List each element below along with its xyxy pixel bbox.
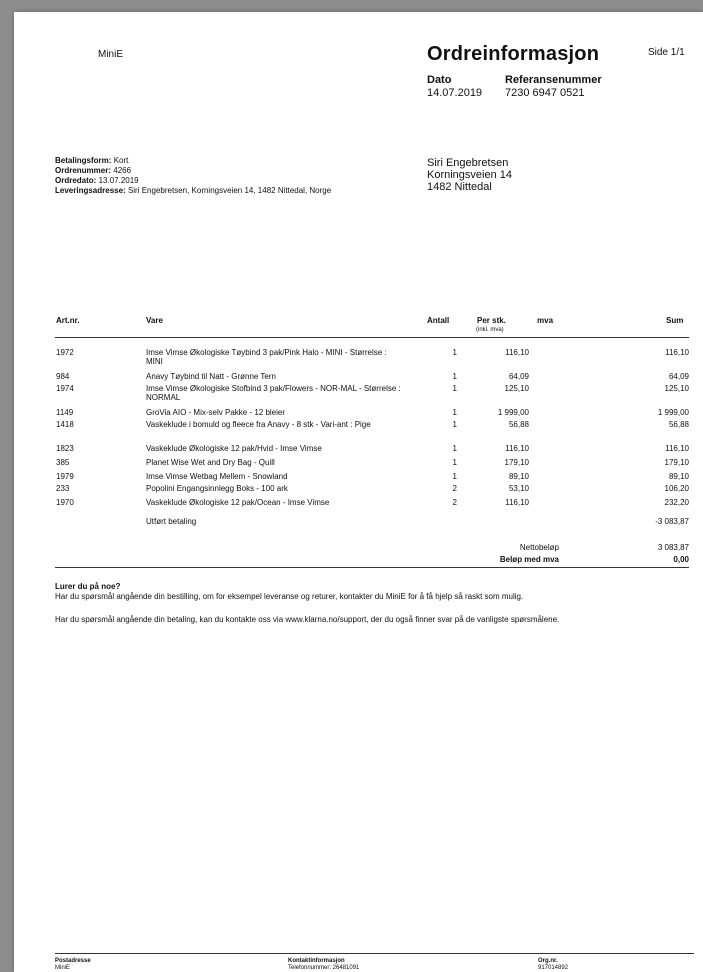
- cell-per: 64,09: [508, 372, 529, 381]
- order-date-value: 13.07.2019: [98, 176, 139, 185]
- cell-art: 1970: [56, 498, 74, 507]
- cell-sum: 1 999,00: [657, 408, 689, 417]
- cell-art: 1149: [56, 408, 74, 417]
- cell-vare: Vaskeklude Økologiske 12 pak/Ocean - Imse Vimse: [146, 498, 330, 507]
- cell-per: 1 999,00: [497, 408, 529, 417]
- cell-art: 385: [56, 458, 70, 467]
- order-number-label: Ordrenummer:: [55, 166, 112, 175]
- cell-sum: 106,20: [664, 484, 689, 493]
- cell-per: 56,88: [508, 420, 529, 429]
- order-info: [55, 156, 395, 196]
- cell-antall: 1: [452, 444, 457, 453]
- header-vare: Vare: [146, 316, 163, 325]
- total-label: Beløp med mva: [499, 555, 559, 564]
- cell-sum: 89,10: [668, 472, 689, 481]
- cell-vare: Planet Wise Wet and Dry Bag - Quill: [146, 458, 275, 467]
- cell-per: 116,10: [505, 348, 529, 357]
- header-art: Art.nr.: [56, 316, 80, 325]
- header-antall: Antall: [427, 316, 450, 325]
- cell-antall: 2: [452, 498, 457, 507]
- cell-vare: Vaskeklude Økologiske 12 pak/Hvid - Imse Vimse: [146, 444, 322, 453]
- footer-org-value: 917014892: [538, 965, 569, 971]
- cell-sum: 232,20: [664, 498, 689, 507]
- cell-antall: 1: [452, 384, 457, 393]
- cell-art: 984: [56, 372, 70, 381]
- cell-antall: 1: [452, 348, 457, 357]
- cell-vare: Imse Vimse Wetbag Mellem - Snowland: [146, 472, 288, 481]
- cell-antall: 1: [452, 472, 457, 481]
- cell-vare: Anavy Tøybind til Natt - Grønne Tern: [146, 372, 276, 381]
- notes-paragraph-1: Har du spørsmål angående din bestilling, om for eksempel leveranse og returer, kontakter du MiniE for å få hjelp så raskt som mulig.: [55, 592, 524, 601]
- date-label: Dato: [427, 74, 452, 86]
- cell-antall: 2: [452, 484, 457, 493]
- notes-paragraph-2: Har du spørsmål angående din betaling, kan du kontakte oss via www.klarna.no/support, der du også finner svar på de vanligste spørsmålene.: [55, 615, 560, 624]
- delivery-address-value: Siri Engebretsen, Korningsveien 14, 1482 Nittedal, Norge: [127, 186, 332, 195]
- footer-divider: [55, 953, 694, 954]
- header-per-sub: (inkl. mva): [476, 327, 504, 333]
- cell-per: 89,10: [508, 472, 529, 481]
- page-number: Side 1/1: [648, 47, 685, 58]
- notes-heading: Lurer du på noe?: [55, 582, 121, 591]
- cell-vare: Vaskeklude i bomuld og fleece fra Anavy - 8 stk - Vari-ant : Pige: [146, 420, 371, 429]
- cell-art: 1972: [56, 348, 74, 357]
- customer-street: Korningsveien 14: [427, 169, 513, 181]
- cell-per: 179,10: [504, 458, 529, 467]
- payment-row-label: Utført betaling: [146, 517, 197, 526]
- footer-post-value: MiniE: [55, 965, 71, 971]
- cell-sum: 179,10: [664, 458, 689, 467]
- cell-sum: 125,10: [664, 384, 689, 393]
- table-header: [55, 316, 689, 338]
- reference-value: 7230 6947 0521: [505, 87, 585, 99]
- cell-per: 116,10: [505, 498, 529, 507]
- header-per: Per stk.: [477, 316, 506, 325]
- header-sum: Sum: [666, 316, 684, 325]
- cell-art: 1974: [56, 384, 74, 393]
- cell-antall: 1: [452, 420, 457, 429]
- cell-sum: 56,88: [668, 420, 689, 429]
- payment-value: Kort: [113, 156, 129, 165]
- cell-per: 116,10: [505, 444, 529, 453]
- cell-art: 233: [56, 484, 70, 493]
- cell-vare: GroVia AIO - Mix-selv Pakke - 12 bleier: [146, 408, 286, 417]
- cell-sum: 116,10: [665, 444, 689, 453]
- reference-label: Referansenummer: [505, 74, 602, 86]
- totals-divider: [55, 567, 689, 568]
- cell-art: 1418: [56, 420, 74, 429]
- document-page: [14, 12, 703, 972]
- delivery-address-label: Leveringsadresse:: [55, 186, 126, 195]
- cell-antall: 1: [452, 408, 457, 417]
- payment-row-sum: -3 083,87: [655, 517, 689, 526]
- total-value: 0,00: [673, 555, 689, 564]
- customer-name: Siri Engebretsen: [427, 157, 509, 169]
- page-title: Ordreinformasjon: [427, 43, 600, 65]
- customer-city: 1482 Nittedal: [427, 181, 492, 193]
- date-value: 14.07.2019: [427, 87, 483, 99]
- cell-art: 1979: [56, 472, 74, 481]
- brand-name: MiniE: [98, 49, 124, 60]
- cell-antall: 1: [452, 458, 457, 467]
- cell-art: 1823: [56, 444, 74, 453]
- cell-vare: Popolini Engangsinnlegg Boks - 100 ark: [146, 484, 288, 493]
- header-mva: mva: [537, 316, 554, 325]
- net-value: 3 083,87: [657, 543, 689, 552]
- payment-label: Betalingsform:: [55, 156, 112, 165]
- footer-contact-label: Kontaktinformasjon: [288, 958, 345, 964]
- cell-sum: 116,10: [665, 348, 689, 357]
- cell-vare: Imse Vimse Økologiske Tøybind 3 pak/Pink Halo - MINI - Størrelse : MINI: [146, 348, 387, 366]
- cell-per: 53,10: [508, 484, 529, 493]
- cell-sum: 64,09: [668, 372, 689, 381]
- net-label: Nettobeløp: [519, 543, 559, 552]
- footer-post-label: Postadresse: [55, 958, 91, 964]
- customer-address: [427, 157, 512, 193]
- cell-antall: 1: [452, 372, 457, 381]
- cell-per: 125,10: [504, 384, 529, 393]
- order-date-label: Ordredato:: [55, 176, 97, 185]
- order-table: [55, 316, 689, 507]
- cell-vare: Imse Vimse Økologiske Stofbind 3 pak/Flowers - NOR-MAL - Størrelse : NORMAL: [146, 384, 401, 402]
- footer-contact-value: Telefonnummer: 26481091: [288, 965, 360, 971]
- order-number-value: 4266: [113, 166, 132, 175]
- footer-org-label: Org.nr.: [538, 958, 558, 964]
